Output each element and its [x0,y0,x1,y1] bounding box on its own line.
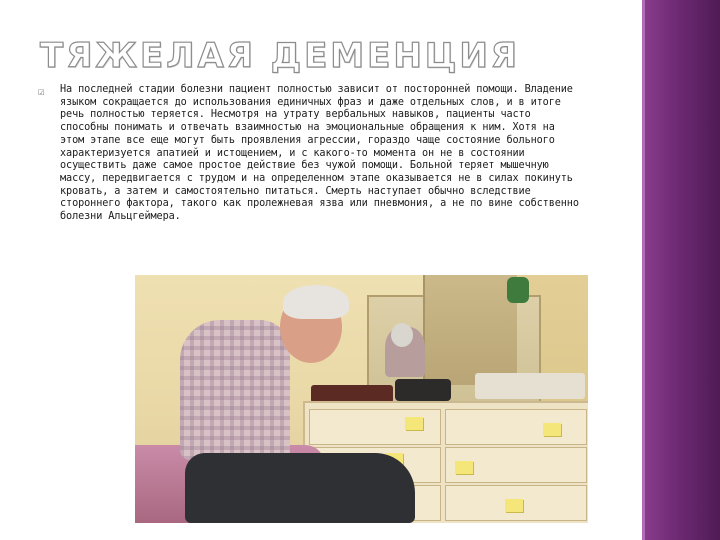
photo-sticky-note [405,417,423,430]
bullet-icon: ☑ [38,85,45,98]
photo-doorway [423,275,517,385]
photo-man-body [180,320,290,460]
photo-green-cap [507,277,529,303]
photo-sticky-note [455,461,473,474]
photo-man-legs [185,453,415,523]
photo-sticky-note [543,423,561,436]
photo-reflection-head [391,323,413,347]
bullet-item [38,84,658,224]
photo-bag [395,379,451,401]
photo-folded-clothes [475,373,585,399]
purple-side-band [642,0,720,540]
photo-man-hair [283,285,349,319]
photo-sticky-note [505,499,523,512]
slide-title: ТЯЖЕЛАЯ ДЕМЕНЦИЯ [40,36,520,76]
photo-drawer [445,409,587,445]
body-text: На последней стадии болезни пациент полностью зависит от посторонней помощи. Владение языком сокращается до использования единичных фраз и даже отдельных слов, и в итоге речь полностью теряется. Несмотря на утрату вербальных навыков, пациенты часто способны понимать и отвечать взаимностью на эмоциональные обращения к ним. Хотя на этом этапе все еще могут быть проявления агрессии, гораздо чаще состояние больного характеризуется апатией и истощением, и с какого-то момента он не в состоянии осуществить даже самое простое действие без чужой помощи. Больной теряет мышечную массу, передвигается с трудом и на определенном этапе оказывается не в силах покинуть кровать, а затем и самостоятельно питаться. Смерть наступает обычно вследствие стороннего фактора, такого как пролежневая язва или пневмония, а не по вине собственно болезни Альцгеймера. [60,84,579,223]
illustration-photo [135,275,588,523]
